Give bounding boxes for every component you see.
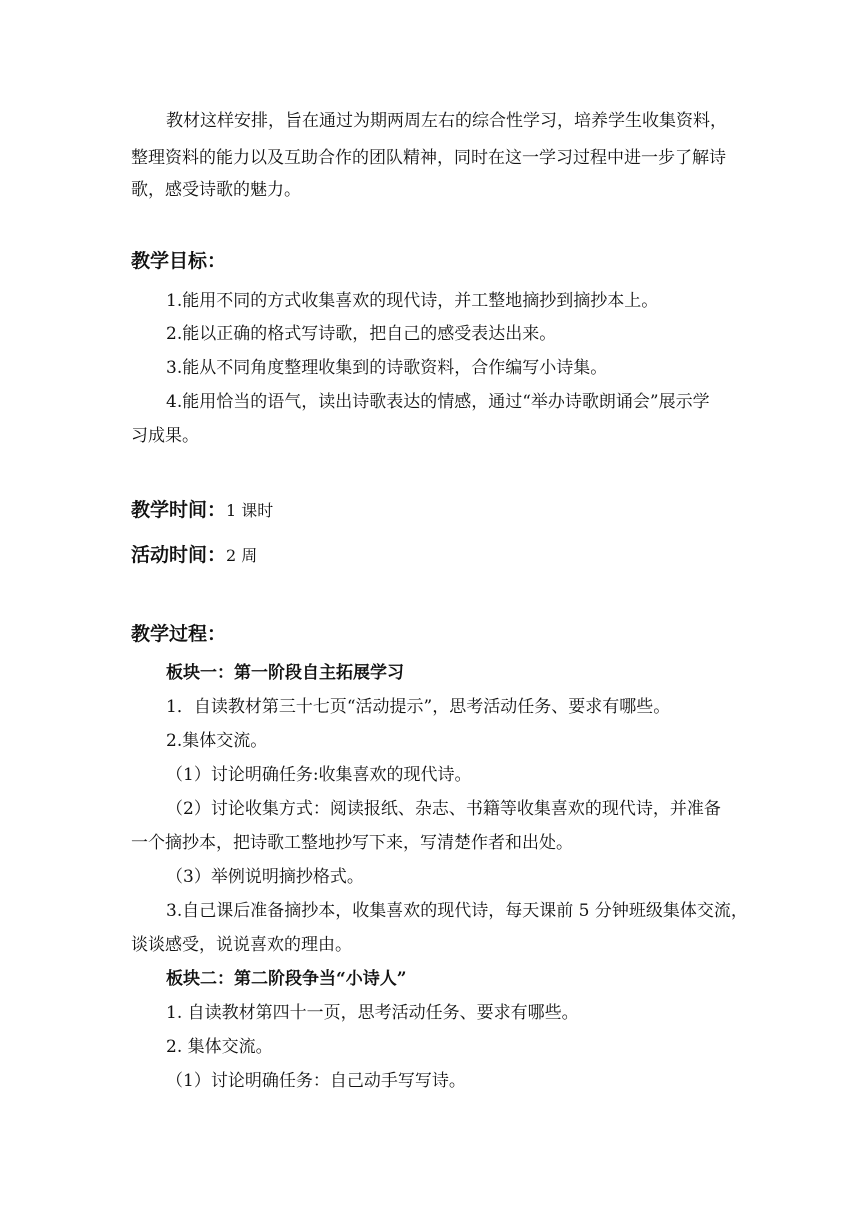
goal-2: 2.能以正确的格式写诗歌，把自己的感受表达出来。 — [166, 324, 557, 344]
block-1-step-2c: （3）举例说明摘抄格式。 — [166, 867, 364, 887]
block-1-title: 板块一：第一阶段自主拓展学习 — [166, 663, 404, 683]
activity-time — [131, 545, 257, 566]
block-2-step-2: 2. 集体交流。 — [166, 1037, 273, 1057]
teaching-time — [131, 500, 273, 521]
goal-1: 1.能用不同的方式收集喜欢的现代诗，并工整地摘抄到摘抄本上。 — [166, 291, 659, 311]
goal-3: 3.能从不同角度整理收集到的诗歌资料，合作编写小诗集。 — [166, 358, 608, 378]
block-2-step-1: 1. 自读教材第四十一页，思考活动任务、要求有哪些。 — [166, 1003, 579, 1023]
intro-line-1: 教材这样安排，旨在通过为期两周左右的综合性学习，培养学生收集资料， — [166, 111, 727, 131]
activity-time-label: 活动时间： — [131, 544, 227, 566]
block-1-step-1: 1．自读教材第三十七页“活动提示”，思考活动任务、要求有哪些。 — [166, 697, 671, 717]
block-1-step-2a: （1）讨论明确任务:收集喜欢的现代诗。 — [166, 765, 472, 785]
block-1-step-3-line-2: 谈谈感受，说说喜欢的理由。 — [131, 935, 352, 955]
activity-time-value: 2 周 — [226, 546, 258, 565]
block-1-step-2b-line-2: 一个摘抄本，把诗歌工整地抄写下来，写清楚作者和出处。 — [131, 833, 573, 853]
goal-4-line-2: 习成果。 — [131, 426, 199, 446]
block-1-step-2b-line-1: （2）讨论收集方式：阅读报纸、杂志、书籍等收集喜欢的现代诗，并准备 — [166, 799, 721, 819]
process-heading: 教学过程： — [131, 623, 227, 645]
block-2-step-2a: （1）讨论明确任务：自己动手写写诗。 — [166, 1071, 466, 1091]
goal-4-line-1: 4.能用恰当的语气，读出诗歌表达的情感，通过“举办诗歌朗诵会”展示学 — [166, 392, 710, 412]
block-1-step-3-line-1: 3.自己课后准备摘抄本，收集喜欢的现代诗，每天课前 5 分钟班级集体交流， — [166, 901, 748, 921]
goals-heading: 教学目标： — [131, 250, 227, 272]
block-2-title: 板块二：第二阶段争当“小诗人” — [166, 969, 407, 989]
intro-line-2: 整理资料的能力以及互助合作的团队精神，同时在这一学习过程中进一步了解诗 — [131, 148, 726, 168]
block-1-step-2: 2.集体交流。 — [166, 731, 268, 751]
teaching-time-value: 1 课时 — [226, 501, 274, 520]
intro-line-3: 歌，感受诗歌的魅力。 — [131, 180, 301, 200]
teaching-time-label: 教学时间： — [131, 499, 227, 521]
